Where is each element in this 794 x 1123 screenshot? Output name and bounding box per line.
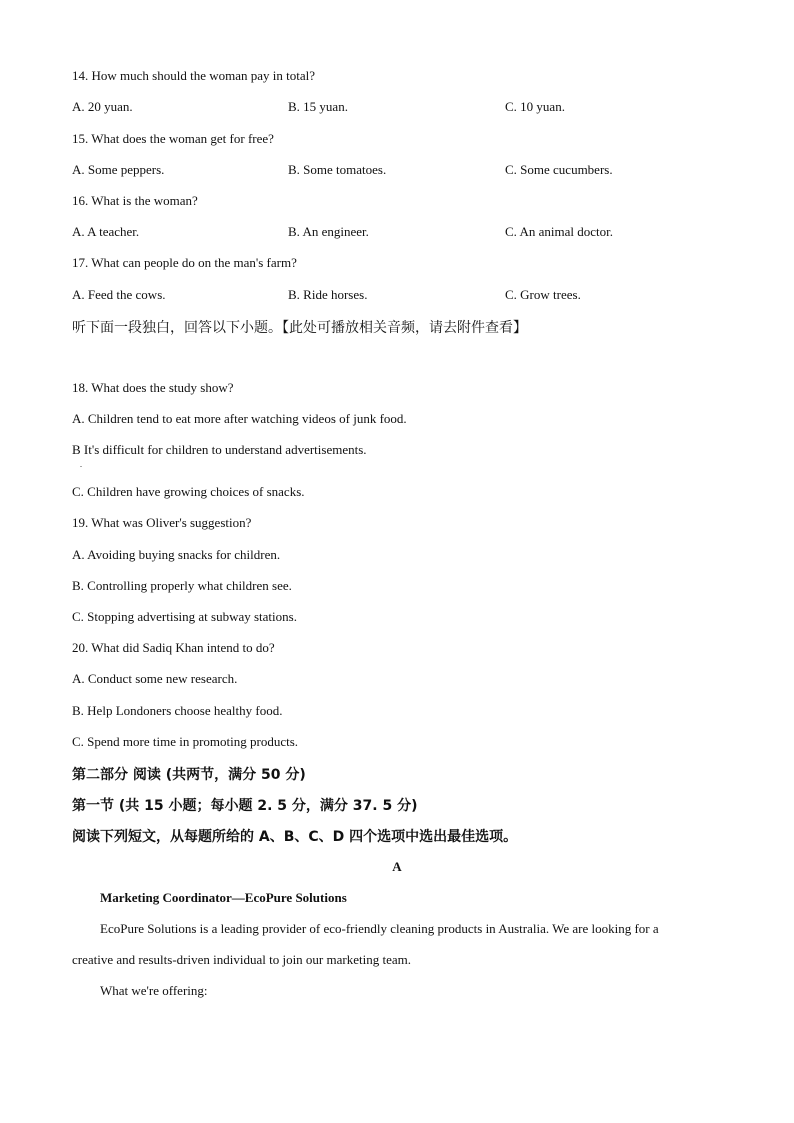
q15-option-a: A. Some peppers. [72, 162, 165, 177]
passage-offering-heading: What we're offering: [100, 983, 208, 998]
q20-option-b: B. Help Londoners choose healthy food. [72, 703, 283, 718]
question-17-stem: 17. What can people do on the man's farm? [72, 255, 297, 270]
q18-option-c: C. Children have growing choices of snacks. [72, 484, 305, 499]
q19-option-c: C. Stopping advertising at subway stations. [72, 609, 297, 624]
question-15-stem: 15. What does the woman get for free? [72, 131, 274, 146]
q15-option-c: C. Some cucumbers. [505, 162, 613, 177]
question-14-stem: 14. How much should the woman pay in total? [72, 68, 315, 83]
q17-option-a: A. Feed the cows. [72, 287, 166, 302]
monologue-instruction: 听下面一段独白，回答以下小题。【此处可播放相关音频，请去附件查看】 [72, 320, 527, 336]
reading-instruction: 阅读下列短文，从每题所给的 A、B、C、D 四个选项中选出最佳选项。 [72, 829, 518, 845]
q18-option-a: A. Children tend to eat more after watching videos of junk food. [72, 411, 407, 426]
question-20-stem: 20. What did Sadiq Khan intend to do? [72, 640, 275, 655]
passage-title: Marketing Coordinator—EcoPure Solutions [100, 890, 347, 905]
q20-option-a: A. Conduct some new research. [72, 671, 238, 686]
question-18-stem: 18. What does the study show? [72, 380, 234, 395]
question-19-stem: 19. What was Oliver's suggestion? [72, 515, 252, 530]
passage-letter: A [392, 859, 402, 874]
q17-option-b: B. Ride horses. [288, 287, 368, 302]
q14-option-a: A. 20 yuan. [72, 99, 133, 114]
q15-option-b: B. Some tomatoes. [288, 162, 387, 177]
q16-option-a: A. A teacher. [72, 224, 140, 239]
passage-paragraph-line-1: EcoPure Solutions is a leading provider of eco-friendly cleaning products in Australia. We are looking for a [100, 921, 659, 936]
passage-paragraph-line-2: creative and results-driven individual to join our marketing team. [72, 952, 411, 967]
question-16-stem: 16. What is the woman? [72, 193, 198, 208]
q18-option-b: B It's difficult for children to understand advertisements. [72, 442, 367, 457]
q14-option-b: B. 15 yuan. [288, 99, 348, 114]
q16-option-c: C. An animal doctor. [505, 224, 613, 239]
q19-option-b: B. Controlling properly what children see. [72, 578, 292, 593]
q16-option-b: B. An engineer. [288, 224, 369, 239]
q14-option-c: C. 10 yuan. [505, 99, 565, 114]
q19-option-a: A. Avoiding buying snacks for children. [72, 547, 281, 562]
q17-option-c: C. Grow trees. [505, 287, 581, 302]
q20-option-c: C. Spend more time in promoting products. [72, 734, 299, 749]
stray-dot: . [80, 460, 82, 469]
part-two-title: 第二部分 阅读 (共两节，满分 50 分) [72, 767, 306, 783]
section-one-title: 第一节 (共 15 小题；每小题 2. 5 分，满分 37. 5 分) [72, 798, 418, 814]
